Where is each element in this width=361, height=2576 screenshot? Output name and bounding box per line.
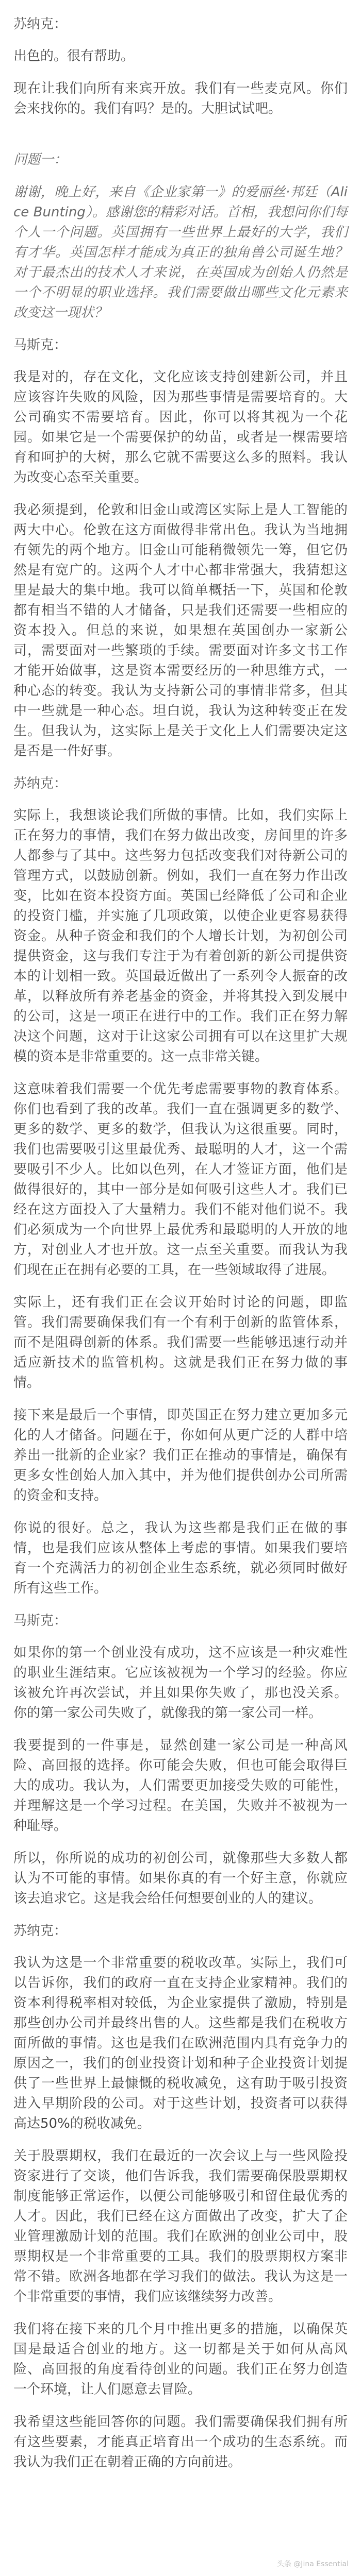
paragraph: 我要提到的一件事是，显然创建一家公司是一种高风险、高回报的选择。你可能会失败，但也可能会取得巨大的成功。我认为，人们需要更加接受失败的可能性，并理解这是一个学习过程。在美国，失败并不被视为一种耻辱。 bbox=[13, 1738, 348, 1834]
paragraph: 如果你的第一个创业没有成功，这不应该是一种灾难性的职业生涯结束。它应该被视为一个学习的经验。你应该被允许再次尝试，并且如果你失败了，那也没关系。你的第一家公司失败了，就像我的第一家公司一样。 bbox=[13, 1645, 348, 1721]
paragraph: 所以，你所说的成功的初创公司，就像那些大多数人都认为不可能的事情。如果你真的有一个好主意，你就应该去追求它。这是我会给任何想要创业的人的建议。 bbox=[13, 1851, 348, 1906]
paragraph: 我认为这是一个非常重要的税收改革。实际上，我们可以告诉你，我们的政府一直在支持企业家精神。我们的资本利得税率相对较低，为企业家提供了激励，特别是那些创办公司并最终出售的人。这些都是我们在税收方面所做的事情。这也是我们在欧洲范围内具有竞争力的原因之一，我们的创业投资计划和种子企业投资计划提供了一些世界上最慷慨的税收减免，这有助于吸引投资进入早期阶段的公司。对于这些计划，投资者可以获得高达50%的税收减免。 bbox=[13, 1955, 348, 2131]
paragraph: 我是对的，存在文化，文化应该支持创建新公司，并且应该容许失败的风险，因为那些事情是需要培育的。大公司确实不需要培育。因此，你可以将其视为一个花园。如果它是一个需要保护的幼苗，或者是一棵需要培育和呵护的大树，那么它就不需要这么多的照料。我认为改变心态至关重要。 bbox=[13, 369, 348, 485]
paragraph: 我希望这些能回答你的问题。我们需要确保我们拥有所有这些要素，才能真正培育出一个成功的生态系统。而我认为我们正在朝着正确的方向前进。 bbox=[13, 2414, 348, 2470]
paragraph: 出色的。很有帮助。 bbox=[13, 48, 135, 64]
question-text: 谢谢，晚上好，来自《企业家第一》的爱丽丝·邦廷（Alice Bunting）。感谢您的精彩对话。首相，我想问你们每个人一个问题。英国拥有一些世界上最好的大学，我们有才华。英国怎样才能成为真正的独角兽公司诞生地？对于最杰出的技术人才来说，在英国成为创始人仍然是一个不明显的职业选择。我们需要做出哪些文化元素来改变这一现状？ bbox=[13, 184, 348, 320]
paragraph: 你说的很好。总之，我认为这些都是我们正在做的事情，也是我们应该从整体上考虑的事情。如果我们要培育一个充满活力的初创企业生态系统，就必须同时做好所有这些工作。 bbox=[13, 1520, 348, 1596]
speaker-label: 苏纳克： bbox=[13, 776, 68, 791]
question-label: 问题一： bbox=[13, 152, 68, 167]
speaker-label: 苏纳克： bbox=[13, 1923, 68, 1939]
speaker-label: 马斯克： bbox=[13, 1613, 68, 1629]
watermark: 头条 @Jina Essential bbox=[276, 2560, 349, 2568]
paragraph: 现在让我们向所有来宾开放。我们有一些麦克风。你们会来找你的。我们有吗？是的。大胆试试吧。 bbox=[13, 81, 348, 116]
speaker-label: 苏纳克： bbox=[13, 16, 68, 32]
paragraph: 实际上，还有我们正在会议开始时讨论的问题，即监管。我们需要确保我们有一个有利于创新的监管体系，而不是阻碍创新的体系。我们需要一些能够迅速行动并适应新技术的监管机构。这就是我们正在努力做的事情。 bbox=[13, 1295, 348, 1391]
paragraph: 我们将在接下来的几个月中推出更多的措施，以确保英国是最适合创业的地方。这一切都是关于如何从高风险、高回报的角度看待创业的问题。我们正在努力创造一个环境，让人们愿意去冒险。 bbox=[13, 2321, 348, 2397]
speaker-label: 马斯克： bbox=[13, 337, 68, 353]
paragraph: 接下来是最后一个事情，即英国正在努力建立更加多元化的人才储备。问题在于，你如何从更广泛的人群中培养出一批新的企业家？我们正在推动的事情是，确保有更多女性创始人加入其中，并为他们提供创办公司所需的资金和支持。 bbox=[13, 1408, 348, 1503]
paragraph: 关于股票期权，我们在最近的一次会议上与一些风险投资家进行了交谈，他们告诉我，我们需要确保股票期权制度能够正常运作，以便公司能够吸引和留住最优秀的人才。因此，我们已经在这方面做出了改变，扩大了企业管理激励计划的范围。我们在欧洲的创业公司中，股票期权是一个非常重要的工具。我们的股票期权方案非常不错。欧洲各地都在学习我们的做法。我认为这是一个非常重要的事情，我们应该继续努力改善。 bbox=[13, 2148, 348, 2304]
paragraph: 实际上，我想谈论我们所做的事情。比如，我们实际上正在努力的事情，我们在努力做出改变，房间里的许多人都参与了其中。这些努力包括改变我们对待新公司的管理方式，以鼓励创新。例如，我们一直在努力作出改变，比如在资本投资方面。英国已经降低了公司和企业的投资门槛，并实施了几项政策，以使企业更容易获得资金。从种子资金和我们的个人增长计划，为初创公司提供资金，这与我们专注于为有着创新的新公司提供资本的计划相一致。英国最近做出了一系列令人振奋的改革，以释放所有养老基金的资金，并将其投入到发展中的公司，这是一项正在进行中的工作。我们正在努力解决这个问题，这对于让这家公司拥有可以在这里扩大规模的资本是非常重要的。这一点非常关键。 bbox=[13, 808, 348, 1064]
paragraph: 我必须提到，伦敦和旧金山或湾区实际上是人工智能的两大中心。伦敦在这方面做得非常出色。我认为当地拥有领先的两个地方。旧金山可能稍微领先一筹，但它仍然是有宽广的。这两个人才中心都非常强大，我猜想这里是最大的集中地。我可以简单概括一下，英国和伦敦都有相当不错的人才储备，只是我们还需要一些相应的资本投入。但总的来说，如果想在英国创办一家新公司，需要面对一些繁琐的手续。需要面对许多文书工作才能开始做事，这是资本需要经历的一种思维方式，一种心态的转变。我认为支持新公司的事情非常多，但其中一些就是一种心态。坦白说，我认为这种转变正在发生。但我认为，这实际上是关于文化上人们需要决定这是否是一件好事。 bbox=[13, 502, 348, 759]
paragraph: 这意味着我们需要一个优先考虑需要事物的教育体系。你们也看到了我的改革。我们一直在强调更多的数学、更多的数学、更多的数学，但我认为这很重要。同时，我们也需要吸引这里最优秀、最聪明的人才，这一个需要吸引不少人。比如以色列，在人才签证方面，他们是做得很好的，其中一部分是如何吸引这些人才。我们已经在这方面投入了大量精力。我们不能对他们说不。我们必须成为一个向世界上最优秀和最聪明的人开放的地方，对创业人才也开放。这一点至关重要。而我认为我们现在正在拥有必要的工具，在一些领域取得了进展。 bbox=[13, 1081, 348, 1278]
